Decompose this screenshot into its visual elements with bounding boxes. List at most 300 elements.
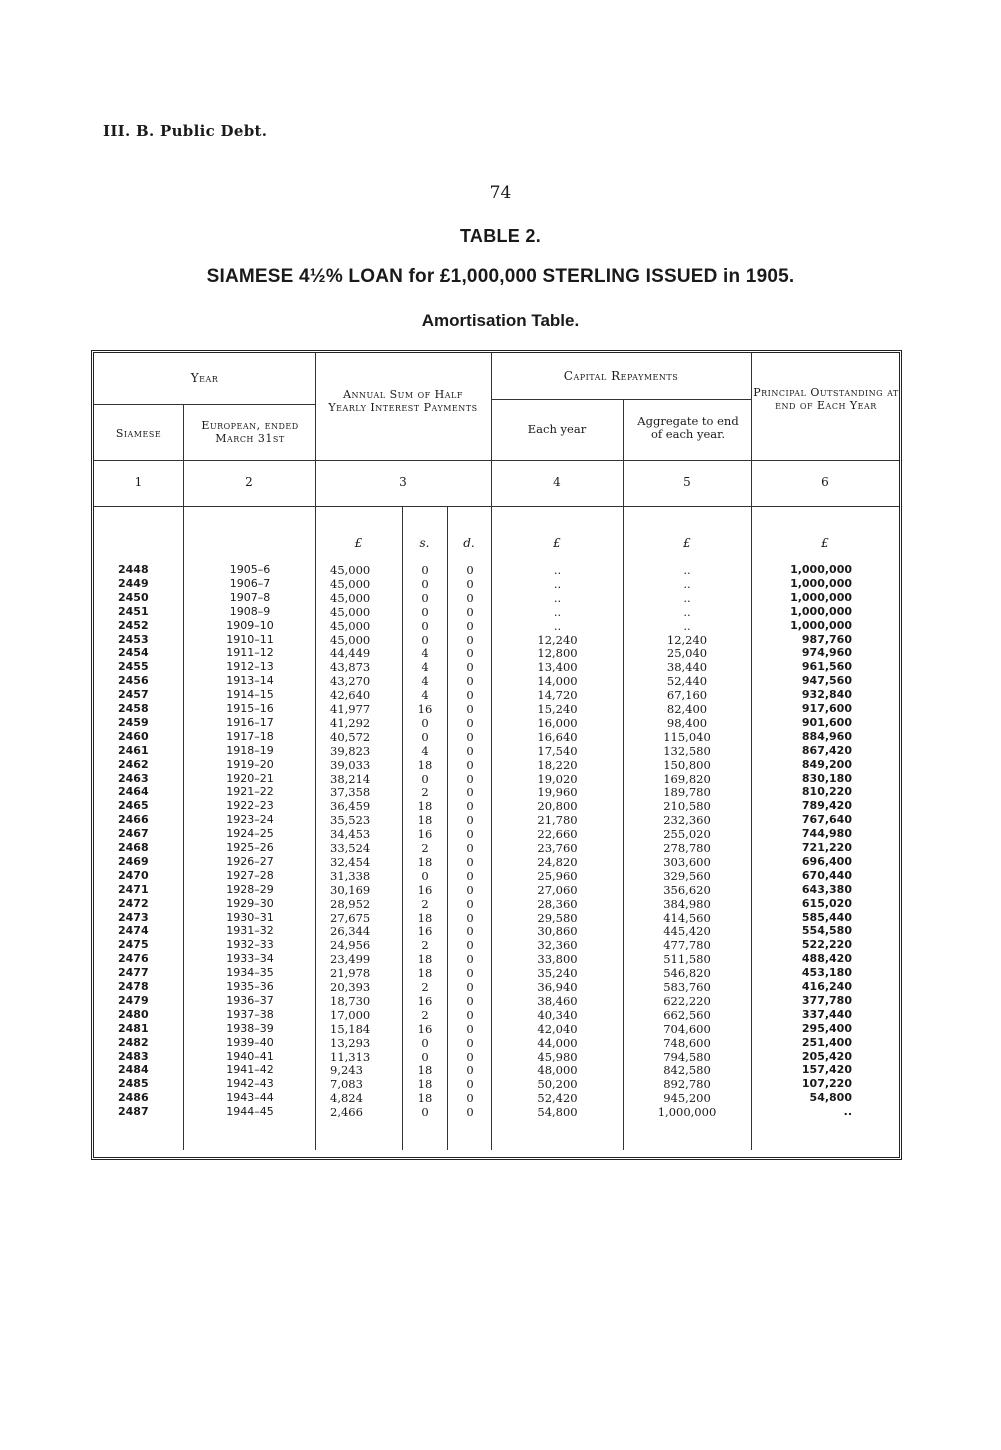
cell-euro: 1928–29 bbox=[226, 882, 274, 896]
cell-l: 45,000 bbox=[330, 604, 371, 619]
cell-prin: 947,560 bbox=[801, 674, 852, 688]
cell-d: 0 bbox=[466, 604, 474, 619]
cell-s: 18 bbox=[417, 952, 433, 967]
cell-s: 18 bbox=[417, 1063, 433, 1078]
cell-siam: 2456 bbox=[118, 674, 149, 688]
table-row bbox=[0, 646, 1001, 660]
cell-siam: 2479 bbox=[118, 993, 149, 1007]
cell-agg: .. bbox=[683, 590, 691, 605]
cell-agg: 189,780 bbox=[663, 785, 711, 800]
table-row bbox=[0, 730, 1001, 744]
cell-s: 0 bbox=[421, 1035, 429, 1050]
cell-l: 45,000 bbox=[330, 590, 371, 605]
cell-each: .. bbox=[553, 590, 562, 605]
cell-each: 42,040 bbox=[537, 1021, 578, 1036]
cell-s: 0 bbox=[421, 715, 429, 730]
unit-shillings: s. bbox=[419, 536, 430, 550]
table-row bbox=[0, 855, 1001, 869]
cell-agg: 748,600 bbox=[663, 1035, 711, 1050]
table-row bbox=[0, 619, 1001, 633]
cell-agg: 892,780 bbox=[663, 1077, 711, 1092]
cell-each: 25,960 bbox=[537, 868, 578, 883]
cell-each: 29,580 bbox=[537, 910, 578, 925]
cell-agg: 662,560 bbox=[663, 1007, 711, 1022]
cell-each: 30,860 bbox=[537, 924, 578, 939]
table-row bbox=[0, 744, 1001, 758]
header-european: European, ended March 31st bbox=[201, 419, 299, 445]
cell-d: 0 bbox=[466, 1091, 474, 1106]
cell-each: 18,220 bbox=[537, 757, 578, 772]
cell-l: 45,000 bbox=[330, 632, 371, 647]
cell-s: 16 bbox=[417, 827, 433, 842]
cell-l: 20,393 bbox=[330, 980, 371, 994]
cell-euro: 1921–22 bbox=[226, 785, 274, 799]
table-row bbox=[0, 994, 1001, 1008]
cell-s: 4 bbox=[421, 688, 429, 703]
cell-l: 23,499 bbox=[330, 952, 371, 967]
cell-siam: 2484 bbox=[118, 1063, 149, 1077]
cell-euro: 1919–20 bbox=[226, 757, 274, 771]
cell-d: 0 bbox=[466, 785, 474, 800]
cell-s: 0 bbox=[421, 1105, 429, 1120]
cell-l: 31,338 bbox=[330, 868, 371, 883]
cell-s: 2 bbox=[421, 785, 429, 800]
cell-s: 18 bbox=[417, 1077, 433, 1092]
cell-d: 0 bbox=[466, 1035, 474, 1050]
cell-euro: 1925–26 bbox=[226, 841, 274, 854]
cell-euro: 1909–10 bbox=[226, 618, 274, 632]
cell-siam: 2468 bbox=[118, 841, 149, 854]
cell-s: 0 bbox=[421, 632, 429, 647]
cell-d: 0 bbox=[466, 1063, 474, 1078]
cell-l: 43,873 bbox=[330, 660, 371, 675]
cell-l: 18,730 bbox=[330, 993, 371, 1008]
cell-agg: .. bbox=[683, 576, 691, 591]
cell-prin: 917,600 bbox=[801, 702, 852, 715]
cell-euro: 1906–7 bbox=[229, 576, 271, 590]
cell-agg: 945,200 bbox=[663, 1091, 711, 1106]
table-row bbox=[0, 1105, 1001, 1119]
cell-l: 43,270 bbox=[330, 674, 371, 689]
cell-euro: 1924–25 bbox=[226, 827, 274, 841]
cell-d: 0 bbox=[466, 827, 474, 842]
cell-d: 0 bbox=[466, 924, 474, 939]
cell-prin: 453,180 bbox=[801, 966, 852, 980]
cell-d: 0 bbox=[466, 576, 474, 591]
cell-agg: 842,580 bbox=[663, 1063, 711, 1078]
cell-siam: 2487 bbox=[118, 1105, 149, 1119]
header-siamese: Siamese bbox=[115, 427, 162, 440]
cell-l: 24,956 bbox=[330, 938, 371, 953]
cell-l: 39,823 bbox=[330, 743, 371, 758]
cell-euro: 1930–31 bbox=[226, 910, 274, 924]
cell-agg: 210,580 bbox=[663, 799, 711, 814]
cell-euro: 1929–30 bbox=[226, 896, 274, 910]
table-row bbox=[0, 688, 1001, 702]
cell-d: 0 bbox=[466, 952, 474, 967]
table-row bbox=[0, 897, 1001, 911]
rule-h-header-bottom bbox=[94, 460, 899, 461]
cell-l: 2,466 bbox=[330, 1105, 363, 1120]
cell-prin: 1,000,000 bbox=[790, 563, 852, 576]
cell-s: 18 bbox=[417, 1091, 433, 1106]
cell-each: 48,000 bbox=[537, 1063, 578, 1078]
cell-each: 35,240 bbox=[537, 966, 578, 981]
cell-siam: 2459 bbox=[118, 715, 149, 729]
cell-d: 0 bbox=[466, 729, 474, 744]
cell-l: 38,214 bbox=[330, 771, 371, 786]
cell-s: 0 bbox=[421, 604, 429, 619]
cell-agg: 98,400 bbox=[666, 715, 708, 730]
cell-each: 40,340 bbox=[537, 1007, 578, 1022]
cell-l: 45,000 bbox=[330, 576, 371, 591]
cell-d: 0 bbox=[466, 1021, 474, 1036]
colnum-6: 6 bbox=[821, 475, 829, 489]
cell-euro: 1942–43 bbox=[226, 1077, 274, 1091]
cell-s: 2 bbox=[421, 896, 429, 911]
cell-d: 0 bbox=[466, 1077, 474, 1092]
cell-prin: 767,640 bbox=[801, 813, 852, 827]
table-row bbox=[0, 563, 1001, 577]
cell-s: 0 bbox=[421, 590, 429, 605]
cell-siam: 2466 bbox=[118, 813, 149, 827]
cell-euro: 1912–13 bbox=[226, 660, 274, 674]
cell-each: 16,640 bbox=[537, 729, 578, 744]
cell-prin: 932,840 bbox=[801, 688, 852, 702]
cell-each: 52,420 bbox=[537, 1091, 578, 1106]
cell-each: 33,800 bbox=[537, 952, 578, 967]
cell-d: 0 bbox=[466, 813, 474, 828]
cell-agg: 67,160 bbox=[666, 688, 708, 703]
cell-each: 28,360 bbox=[537, 896, 578, 911]
cell-s: 2 bbox=[421, 980, 429, 994]
table-row bbox=[0, 911, 1001, 925]
cell-s: 0 bbox=[421, 1049, 429, 1064]
colnum-2: 2 bbox=[245, 475, 253, 489]
cell-s: 18 bbox=[417, 966, 433, 981]
cell-prin: .. bbox=[843, 1105, 852, 1119]
cell-each: 23,760 bbox=[537, 841, 578, 855]
cell-agg: 1,000,000 bbox=[657, 1105, 717, 1120]
cell-s: 4 bbox=[421, 743, 429, 758]
cell-euro: 1922–23 bbox=[226, 799, 274, 813]
cell-agg: 232,360 bbox=[663, 813, 711, 828]
cell-prin: 615,020 bbox=[801, 896, 852, 910]
cell-siam: 2450 bbox=[118, 590, 149, 604]
cell-s: 0 bbox=[421, 771, 429, 786]
table-row bbox=[0, 772, 1001, 786]
cell-agg: 25,040 bbox=[666, 646, 708, 661]
cell-l: 13,293 bbox=[330, 1035, 371, 1050]
cell-euro: 1911–12 bbox=[226, 646, 274, 660]
cell-each: 22,660 bbox=[537, 827, 578, 842]
cell-l: 35,523 bbox=[330, 813, 371, 828]
cell-euro: 1926–27 bbox=[226, 854, 274, 868]
cell-siam: 2474 bbox=[118, 924, 149, 938]
cell-siam: 2480 bbox=[118, 1007, 149, 1021]
cell-s: 18 bbox=[417, 799, 433, 814]
cell-s: 0 bbox=[421, 563, 429, 577]
cell-siam: 2483 bbox=[118, 1049, 149, 1063]
cell-s: 16 bbox=[417, 993, 433, 1008]
cell-l: 27,675 bbox=[330, 910, 371, 925]
cell-prin: 295,400 bbox=[801, 1021, 852, 1035]
cell-s: 2 bbox=[421, 1007, 429, 1022]
header-each-year: Each year bbox=[527, 422, 587, 436]
cell-s: 0 bbox=[421, 729, 429, 744]
cell-euro: 1920–21 bbox=[226, 771, 274, 785]
subtitle: Amortisation Table. bbox=[421, 311, 580, 330]
cell-agg: 278,780 bbox=[663, 841, 711, 855]
cell-l: 41,977 bbox=[330, 702, 371, 716]
cell-l: 11,313 bbox=[330, 1049, 371, 1064]
cell-d: 0 bbox=[466, 674, 474, 689]
cell-l: 9,243 bbox=[330, 1063, 363, 1078]
cell-siam: 2476 bbox=[118, 952, 149, 966]
table-row bbox=[0, 1050, 1001, 1064]
cell-s: 18 bbox=[417, 813, 433, 828]
table-row bbox=[0, 799, 1001, 813]
cell-agg: 169,820 bbox=[663, 771, 711, 786]
cell-siam: 2486 bbox=[118, 1091, 149, 1105]
cell-each: 19,020 bbox=[537, 771, 578, 786]
cell-s: 4 bbox=[421, 660, 429, 675]
cell-each: 15,240 bbox=[537, 702, 578, 716]
cell-each: 14,720 bbox=[537, 688, 578, 703]
cell-prin: 830,180 bbox=[801, 771, 852, 785]
table-row bbox=[0, 924, 1001, 938]
cell-euro: 1914–15 bbox=[226, 688, 274, 702]
table-row bbox=[0, 1063, 1001, 1077]
cell-agg: 511,580 bbox=[663, 952, 711, 967]
cell-each: .. bbox=[553, 618, 562, 633]
cell-l: 42,640 bbox=[330, 688, 371, 703]
cell-agg: 794,580 bbox=[663, 1049, 711, 1064]
cell-l: 15,184 bbox=[330, 1021, 371, 1036]
cell-agg: 704,600 bbox=[663, 1021, 711, 1036]
table-row bbox=[0, 591, 1001, 605]
cell-l: 41,292 bbox=[330, 715, 371, 730]
cell-euro: 1940–41 bbox=[226, 1049, 274, 1063]
cell-prin: 377,780 bbox=[801, 993, 852, 1007]
cell-siam: 2457 bbox=[118, 688, 149, 702]
unit-pounds-each: £ bbox=[553, 536, 561, 550]
table-row bbox=[0, 980, 1001, 994]
cell-agg: 384,980 bbox=[663, 896, 711, 911]
cell-siam: 2454 bbox=[118, 646, 149, 660]
cell-siam: 2448 bbox=[118, 563, 149, 576]
cell-agg: 329,560 bbox=[663, 868, 711, 883]
cell-agg: .. bbox=[683, 618, 691, 633]
table-row bbox=[0, 674, 1001, 688]
cell-euro: 1915–16 bbox=[226, 702, 274, 715]
cell-prin: 901,600 bbox=[801, 715, 852, 729]
page-number: 74 bbox=[489, 183, 512, 203]
cell-siam: 2463 bbox=[118, 771, 149, 785]
table-row bbox=[0, 966, 1001, 980]
cell-agg: 150,800 bbox=[663, 757, 711, 772]
cell-l: 28,952 bbox=[330, 896, 371, 911]
cell-d: 0 bbox=[466, 757, 474, 772]
cell-euro: 1917–18 bbox=[226, 729, 274, 743]
cell-s: 18 bbox=[417, 757, 433, 772]
cell-each: 32,360 bbox=[537, 938, 578, 953]
cell-l: 21,978 bbox=[330, 966, 371, 981]
cell-l: 37,358 bbox=[330, 785, 371, 800]
unit-pounds-aggregate: £ bbox=[683, 536, 691, 550]
cell-euro: 1934–35 bbox=[226, 966, 274, 980]
cell-each: 20,800 bbox=[537, 799, 578, 814]
table-row bbox=[0, 1008, 1001, 1022]
cell-each: 13,400 bbox=[537, 660, 578, 675]
cell-each: 44,000 bbox=[537, 1035, 578, 1050]
cell-euro: 1907–8 bbox=[229, 590, 271, 604]
cell-siam: 2482 bbox=[118, 1035, 149, 1049]
cell-l: 33,524 bbox=[330, 841, 371, 855]
cell-each: 24,820 bbox=[537, 854, 578, 869]
cell-prin: 54,800 bbox=[809, 1091, 852, 1105]
table-row bbox=[0, 758, 1001, 772]
cell-euro: 1916–17 bbox=[226, 715, 274, 729]
table-row bbox=[0, 841, 1001, 855]
cell-prin: 643,380 bbox=[801, 882, 852, 896]
table-row bbox=[0, 1022, 1001, 1036]
cell-d: 0 bbox=[466, 938, 474, 953]
cell-s: 0 bbox=[421, 868, 429, 883]
main-title: SIAMESE 4½% LOAN for £1,000,000 STERLING ISSUED in 1905. bbox=[206, 266, 795, 287]
cell-each: .. bbox=[553, 563, 562, 577]
cell-each: 50,200 bbox=[537, 1077, 578, 1092]
cell-euro: 1908–9 bbox=[229, 604, 271, 618]
cell-prin: 696,400 bbox=[801, 854, 852, 868]
cell-d: 0 bbox=[466, 771, 474, 786]
section-title: III. B. Public Debt. bbox=[103, 122, 268, 140]
cell-each: 17,540 bbox=[537, 743, 578, 758]
cell-agg: 38,440 bbox=[666, 660, 708, 675]
cell-agg: 115,040 bbox=[663, 729, 711, 744]
cell-siam: 2477 bbox=[118, 966, 149, 980]
cell-each: 36,940 bbox=[537, 980, 578, 994]
cell-euro: 1936–37 bbox=[226, 993, 274, 1007]
cell-d: 0 bbox=[466, 702, 474, 716]
cell-agg: 255,020 bbox=[663, 827, 711, 842]
rule-h-colnum-bottom bbox=[94, 506, 899, 507]
cell-siam: 2452 bbox=[118, 618, 149, 632]
cell-l: 30,169 bbox=[330, 882, 371, 897]
cell-agg: 12,240 bbox=[666, 632, 708, 647]
cell-prin: 987,760 bbox=[801, 632, 852, 646]
cell-each: 19,960 bbox=[537, 785, 578, 800]
rule-h-capital bbox=[491, 399, 751, 400]
cell-agg: 356,620 bbox=[663, 882, 711, 897]
cell-s: 2 bbox=[421, 938, 429, 953]
table-row bbox=[0, 605, 1001, 619]
cell-d: 0 bbox=[466, 841, 474, 855]
cell-prin: 721,220 bbox=[801, 841, 852, 854]
cell-euro: 1905–6 bbox=[229, 563, 271, 576]
cell-each: 38,460 bbox=[537, 993, 578, 1008]
cell-siam: 2472 bbox=[118, 896, 149, 910]
cell-siam: 2453 bbox=[118, 632, 149, 646]
table-row bbox=[0, 1036, 1001, 1050]
cell-s: 18 bbox=[417, 854, 433, 869]
cell-each: 12,800 bbox=[537, 646, 578, 661]
colnum-1: 1 bbox=[134, 475, 143, 489]
cell-prin: 251,400 bbox=[801, 1035, 852, 1049]
cell-prin: 488,420 bbox=[801, 952, 852, 966]
cell-each: 12,240 bbox=[537, 632, 578, 647]
cell-d: 0 bbox=[466, 799, 474, 814]
cell-prin: 416,240 bbox=[801, 980, 852, 993]
cell-d: 0 bbox=[466, 715, 474, 730]
cell-l: 36,459 bbox=[330, 799, 371, 814]
cell-siam: 2464 bbox=[118, 785, 149, 799]
table-row bbox=[0, 813, 1001, 827]
cell-agg: 622,220 bbox=[663, 993, 711, 1008]
table-row bbox=[0, 577, 1001, 591]
cell-d: 0 bbox=[466, 868, 474, 883]
cell-euro: 1927–28 bbox=[226, 868, 274, 882]
cell-prin: 884,960 bbox=[801, 729, 852, 743]
table-row bbox=[0, 633, 1001, 647]
table-row bbox=[0, 716, 1001, 730]
cell-euro: 1943–44 bbox=[226, 1091, 274, 1105]
cell-euro: 1944–45 bbox=[226, 1105, 274, 1119]
cell-euro: 1941–42 bbox=[226, 1063, 274, 1077]
cell-each: 54,800 bbox=[537, 1105, 578, 1120]
cell-prin: 810,220 bbox=[801, 785, 852, 799]
cell-euro: 1933–34 bbox=[226, 952, 274, 966]
cell-d: 0 bbox=[466, 980, 474, 994]
cell-s: 2 bbox=[421, 841, 429, 855]
cell-s: 16 bbox=[417, 702, 433, 716]
table-row bbox=[0, 952, 1001, 966]
cell-agg: .. bbox=[683, 604, 691, 619]
cell-prin: 157,420 bbox=[801, 1063, 852, 1077]
table-row bbox=[0, 938, 1001, 952]
cell-d: 0 bbox=[466, 632, 474, 647]
header-aggregate: Aggregate to end of each year. bbox=[637, 414, 739, 441]
cell-euro: 1932–33 bbox=[226, 938, 274, 952]
cell-d: 0 bbox=[466, 1007, 474, 1022]
cell-siam: 2467 bbox=[118, 827, 149, 841]
cell-prin: 205,420 bbox=[801, 1049, 852, 1063]
cell-prin: 974,960 bbox=[801, 646, 852, 660]
cell-d: 0 bbox=[466, 646, 474, 661]
cell-l: 26,344 bbox=[330, 924, 371, 939]
cell-d: 0 bbox=[466, 688, 474, 703]
table-row bbox=[0, 869, 1001, 883]
cell-siam: 2462 bbox=[118, 757, 149, 771]
cell-euro: 1910–11 bbox=[226, 632, 274, 646]
cell-each: 14,000 bbox=[537, 674, 578, 689]
colnum-5: 5 bbox=[683, 475, 691, 489]
cell-siam: 2460 bbox=[118, 729, 149, 743]
cell-agg: 546,820 bbox=[663, 966, 711, 981]
cell-l: 17,000 bbox=[330, 1007, 371, 1022]
table-row bbox=[0, 827, 1001, 841]
cell-l: 32,454 bbox=[330, 854, 371, 869]
cell-agg: 414,560 bbox=[663, 910, 711, 925]
cell-s: 16 bbox=[417, 1021, 433, 1036]
cell-d: 0 bbox=[466, 660, 474, 675]
cell-siam: 2478 bbox=[118, 980, 149, 993]
cell-siam: 2458 bbox=[118, 702, 149, 715]
cell-siam: 2473 bbox=[118, 910, 149, 924]
unit-pence: d. bbox=[463, 536, 475, 550]
cell-agg: 82,400 bbox=[666, 702, 708, 716]
cell-euro: 1918–19 bbox=[226, 743, 274, 757]
